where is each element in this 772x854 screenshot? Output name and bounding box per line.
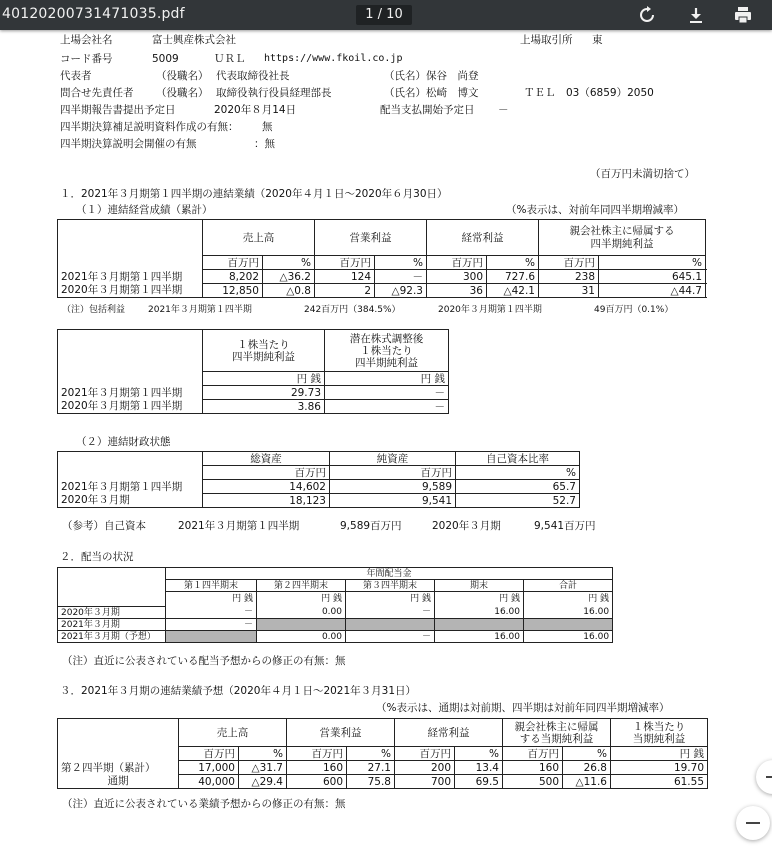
cell: － (166, 607, 257, 619)
cell: 9,541 (330, 494, 456, 508)
supp-value: 無 (262, 121, 273, 133)
unit-cell: 百万円 (427, 256, 487, 270)
unit-cell: 円 銭 (346, 592, 435, 607)
forecast-h-ord: 経常利益 (395, 719, 503, 747)
code-label: コード番号 (60, 53, 113, 65)
table-row (58, 284, 706, 298)
cell: 16.00 (524, 631, 613, 643)
cell: 61.55 (611, 775, 708, 789)
equity-ref-label: （参考）自己資本 (62, 520, 146, 532)
cell: 600 (287, 775, 347, 789)
unit-cell: 円 銭 (611, 747, 708, 761)
cell: 27.1 (347, 761, 395, 775)
cell: 727.6 (487, 270, 539, 284)
cell: － (325, 400, 449, 414)
cell: △11.6 (563, 775, 611, 789)
row-label: 第２四半期（累計） (58, 761, 179, 775)
cell: 17,000 (179, 761, 239, 775)
eps-h2 (325, 330, 449, 372)
forecast-h-op: 営業利益 (287, 719, 395, 747)
shaded-cell (257, 619, 346, 631)
section2-title: ２．配当の状況 (60, 551, 134, 563)
plus-icon (756, 760, 772, 794)
table-row (58, 270, 706, 284)
brief-label: 四半期決算説明会開催の有無 (60, 138, 197, 150)
unit-cell: 百万円 (203, 256, 263, 270)
shaded-cell (524, 619, 613, 631)
comp-income-p2: 2020年３月期第１四半期 (438, 305, 542, 315)
cell: 0.00 (257, 607, 346, 619)
unit-cell: 百万円 (330, 466, 456, 480)
position-corner (58, 452, 203, 466)
unit-cell: % (239, 747, 287, 761)
eps-h1b: 四半期純利益 (232, 350, 295, 363)
contact-name-label: （氏名） (384, 87, 426, 99)
cell: △0.8 (263, 284, 315, 298)
cell: 9,589 (330, 480, 456, 494)
cell: 40,000 (179, 775, 239, 789)
cell: 2 (315, 284, 375, 298)
comp-income-v2: 49百万円（0.1%） (594, 305, 674, 315)
equity-ref-p1: 2021年３月期第１四半期 (178, 520, 300, 532)
table-row (58, 619, 613, 631)
zoom-in-button[interactable] (756, 760, 772, 794)
cell: 36 (427, 284, 487, 298)
eps-h1a: １株当たり (237, 338, 290, 351)
forecast-h-net (503, 719, 611, 747)
forecast-table (57, 718, 708, 789)
forecast-corner (58, 719, 179, 747)
row-label: 2020年３月期第１四半期 (58, 400, 203, 414)
results-h-ord: 経常利益 (427, 220, 539, 256)
equity-ref-v2: 9,541百万円 (534, 520, 596, 532)
row-label: 2021年３月期（予想） (58, 631, 166, 643)
equity-ref-v1: 9,589百万円 (340, 520, 402, 532)
unit-cell: 円 銭 (166, 592, 257, 607)
table-row (58, 607, 613, 619)
cell: △92.3 (375, 284, 427, 298)
eps-corner (58, 330, 203, 372)
cell: 16.00 (435, 631, 524, 643)
section1-title: １．2021年３月期第１四半期の連結業績（2020年４月１日～2020年６月30日） (60, 188, 448, 200)
dividend-date-value: － (498, 104, 509, 116)
cell: 16.00 (524, 607, 613, 619)
unit-row-label (58, 592, 166, 607)
unit-cell: 百万円 (203, 466, 330, 480)
cell: △44.7 (599, 284, 706, 298)
row-label: 2021年３月期第１四半期 (58, 270, 203, 284)
supp-label: 四半期決算補足説明資料作成の有無： (60, 121, 239, 133)
cell: 69.5 (455, 775, 503, 789)
comp-income-v1: 242百万円（384.5%） (304, 305, 401, 315)
unit-cell: 円 銭 (257, 592, 346, 607)
cell: 29.73 (203, 386, 325, 400)
table-row (58, 631, 613, 643)
cell: － (325, 386, 449, 400)
exchange-label: 上場取引所 (520, 34, 573, 46)
contact-label: 問合せ先責任者 (60, 87, 134, 99)
unit-cell: 円 銭 (524, 592, 613, 607)
cell: － (346, 607, 435, 619)
row-label: 2020年３月期第１四半期 (58, 284, 203, 298)
unit-cell: % (456, 466, 580, 480)
row-label: 2020年３月期 (58, 494, 203, 508)
minus-icon (736, 806, 770, 840)
rep-name: 保谷 尚登 (426, 70, 479, 82)
report-date-label: 四半期報告書提出予定日 (60, 104, 176, 116)
shaded-cell (346, 619, 435, 631)
brief-value: ：無 (254, 138, 275, 150)
url-value[interactable]: https://www.fkoil.co.jp (264, 53, 403, 64)
dividend-h-q3: 第３四半期末 (346, 580, 435, 592)
section3-note-top: （%表示は、通期は対前期、四半期は対前年同四半期増減率） (376, 702, 670, 714)
cell: △31.7 (239, 761, 287, 775)
row-label: 2020年３月期 (58, 607, 166, 619)
cell: 75.8 (347, 775, 395, 789)
results-corner (58, 220, 203, 256)
position-h-ratio: 自己資本比率 (456, 452, 580, 466)
cell: △29.4 (239, 775, 287, 789)
shaded-cell (435, 619, 524, 631)
table-row (58, 494, 580, 508)
rotate-icon[interactable] (637, 5, 657, 25)
dividend-h-total: 合計 (524, 580, 613, 592)
forecast-h-net-b: する当期純利益 (519, 732, 594, 745)
cell: 18,123 (203, 494, 330, 508)
eps-h2b: １株当たり (360, 344, 413, 357)
table-row (58, 761, 708, 775)
unit-note: （百万円未満切捨て） (590, 168, 695, 180)
forecast-note: （注）直近に公表されている業績予想からの修正の有無：無 (62, 798, 346, 810)
rep-role: 代表取締役社長 (216, 70, 290, 82)
unit-row-label (58, 747, 179, 761)
eps-h2c: 四半期純利益 (355, 356, 418, 369)
unit-cell: % (563, 747, 611, 761)
position-h-assets: 総資産 (203, 452, 330, 466)
dividend-corner-2 (58, 580, 166, 592)
tel-value: 03（6859）2050 (566, 87, 654, 99)
row-label: 通期 (58, 775, 179, 789)
results-h-sales: 売上高 (203, 220, 315, 256)
cell: 14,602 (203, 480, 330, 494)
results-h-net-a: 親会社株主に帰属する (569, 224, 675, 237)
cell: 160 (287, 761, 347, 775)
cell: － (166, 619, 257, 631)
pdf-toolbar (0, 0, 772, 30)
comp-income-label: （注）包括利益 (62, 305, 126, 315)
sub2-title: （２）連結財政状態 (76, 436, 171, 448)
sub1-title: （１）連結経営成績（累計） (76, 204, 213, 216)
row-label: 2021年３月期 (58, 619, 166, 631)
unit-cell: 百万円 (503, 747, 563, 761)
equity-ref-p2: 2020年３月期 (432, 520, 501, 532)
cell: 0.00 (257, 631, 346, 643)
unit-cell: 百万円 (179, 747, 239, 761)
dividend-h-end: 期末 (435, 580, 524, 592)
cell: 160 (503, 761, 563, 775)
cell: △36.2 (263, 270, 315, 284)
results-table (57, 219, 706, 298)
unit-cell: 百万円 (287, 747, 347, 761)
unit-cell: % (375, 256, 427, 270)
position-h-net: 純資産 (330, 452, 456, 466)
page-indicator[interactable]: 1 / 10 (356, 5, 412, 25)
section3-title: ３．2021年３月期の連結業績予想（2020年４月１日～2021年３月31日） (60, 685, 417, 697)
forecast-h-eps (611, 719, 708, 747)
cell: 645.1 (599, 270, 706, 284)
company-value: 富士興産株式会社 (152, 34, 236, 46)
table-row (58, 400, 449, 414)
cell: 300 (427, 270, 487, 284)
cell: △42.1 (487, 284, 539, 298)
results-h-op: 営業利益 (315, 220, 427, 256)
tel-label: ＴＥＬ (524, 87, 556, 99)
eps-h2a: 潜在株式調整後 (349, 332, 424, 345)
cell: 16.00 (435, 607, 524, 619)
dividend-note: （注）直近に公表されている配当予想からの修正の有無：無 (62, 655, 346, 667)
forecast-h-sales: 売上高 (179, 719, 287, 747)
company-label: 上場会社名 (60, 34, 113, 46)
unit-cell: % (455, 747, 503, 761)
unit-row-label (58, 372, 203, 386)
forecast-h-eps-b: 当期純利益 (632, 732, 686, 745)
report-date-value: 2020年８月14日 (214, 104, 297, 116)
cell: 26.8 (563, 761, 611, 775)
results-h-net (539, 220, 706, 256)
rep-name-label: （氏名） (384, 70, 426, 82)
unit-cell: 円 銭 (203, 372, 325, 386)
unit-cell: 円 銭 (325, 372, 449, 386)
rep-role-label: （役職名） (156, 70, 209, 82)
download-icon[interactable] (686, 5, 706, 25)
row-label: 2021年３月期第１四半期 (58, 480, 203, 494)
cell: 65.7 (456, 480, 580, 494)
cell: － (346, 631, 435, 643)
cell: － (375, 270, 427, 284)
cell: 238 (539, 270, 599, 284)
unit-row-label (58, 466, 203, 480)
forecast-h-net-a: 親会社株主に帰属 (514, 720, 599, 733)
cell: 12,850 (203, 284, 263, 298)
cell: 8,202 (203, 270, 263, 284)
cell: 19.70 (611, 761, 708, 775)
table-row (58, 775, 708, 789)
rep-label: 代表者 (60, 70, 92, 82)
eps-h1 (203, 330, 325, 372)
unit-cell: 百万円 (539, 256, 599, 270)
pdf-page (0, 30, 772, 854)
cell: 3.86 (203, 400, 325, 414)
code-value: 5009 (152, 53, 179, 65)
dividend-corner (58, 568, 166, 580)
position-table (57, 451, 580, 508)
contact-role: 取締役執行役員経理部長 (216, 87, 332, 99)
dividend-group-header: 年間配当金 (166, 568, 613, 580)
dividend-date-label: 配当支払開始予定日 (380, 104, 475, 116)
unit-cell: % (487, 256, 539, 270)
unit-cell: % (347, 747, 395, 761)
unit-cell: 百万円 (315, 256, 375, 270)
cell: 500 (503, 775, 563, 789)
unit-cell: % (263, 256, 315, 270)
unit-cell: % (599, 256, 706, 270)
cell: 52.7 (456, 494, 580, 508)
forecast-h-eps-a: １株当たり (632, 720, 686, 733)
cell: 200 (395, 761, 455, 775)
eps-table (57, 329, 449, 414)
dividend-table (57, 567, 613, 643)
unit-row-label (58, 256, 203, 270)
sub1-note: （%表示は、対前年同四半期増減率） (506, 204, 684, 216)
table-row (58, 386, 449, 400)
cell: 13.4 (455, 761, 503, 775)
print-icon[interactable] (733, 5, 753, 25)
contact-name: 松崎 博文 (426, 87, 479, 99)
row-label: 2021年３月期第１四半期 (58, 386, 203, 400)
exchange-value: 東 (592, 34, 603, 46)
table-row (58, 480, 580, 494)
contact-role-label: （役職名） (156, 87, 209, 99)
dividend-h-q2: 第２四半期末 (257, 580, 346, 592)
results-h-net-b: 四半期純利益 (590, 237, 654, 250)
comp-income-p1: 2021年３月期第１四半期 (148, 305, 252, 315)
zoom-out-button[interactable] (736, 806, 770, 840)
url-label: ＵＲＬ (214, 53, 246, 65)
file-name: 40120200731471035.pdf (2, 6, 185, 22)
unit-cell: 百万円 (395, 747, 455, 761)
cell: 31 (539, 284, 599, 298)
unit-cell: 円 銭 (435, 592, 524, 607)
shaded-cell (166, 631, 257, 643)
dividend-h-q1: 第１四半期末 (166, 580, 257, 592)
cell: 700 (395, 775, 455, 789)
cell: 124 (315, 270, 375, 284)
